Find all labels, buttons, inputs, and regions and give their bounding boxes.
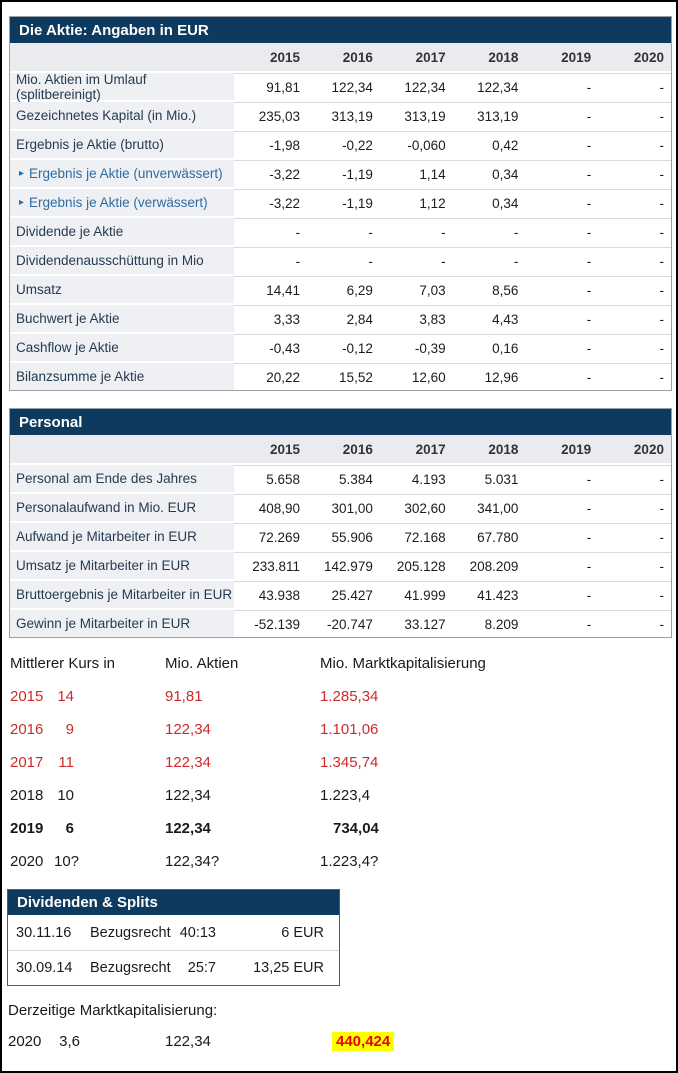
personal-year-header-cell: 2020 bbox=[633, 441, 664, 457]
aktie-value-cell: - bbox=[598, 189, 671, 216]
personal-value-cell: 408,90 bbox=[234, 494, 307, 521]
personal-row-label-text: Umsatz je Mitarbeiter in EUR bbox=[16, 558, 191, 573]
kurs-row-aktien: 122,34? bbox=[165, 853, 220, 870]
aktie-value-cell: - bbox=[598, 160, 671, 187]
personal-value-cell: 25.427 bbox=[307, 581, 380, 608]
aktie-value-cell: - bbox=[525, 189, 598, 216]
aktie-value-cell: -0,060 bbox=[380, 131, 453, 158]
aktie-row-label bbox=[10, 131, 234, 158]
personal-value-cell: - bbox=[525, 494, 598, 521]
dividenden-splits-table bbox=[7, 889, 340, 986]
aktie-value-cell: -3,22 bbox=[234, 160, 307, 187]
personal-year-header-cell: 2015 bbox=[270, 441, 301, 457]
aktie-value-cell: - bbox=[525, 218, 598, 245]
aktie-value-cell: 235,03 bbox=[234, 102, 307, 129]
personal-year-header-cell: 2018 bbox=[488, 441, 519, 457]
personal-year-header-cell: 2017 bbox=[415, 441, 446, 457]
aktie-value-cell: 1,14 bbox=[380, 160, 453, 187]
kurs-rows bbox=[2, 680, 678, 878]
triangle-bullet-icon: ▸ bbox=[19, 168, 25, 179]
aktie-row-label-text: Gezeichnetes Kapital (in Mio.) bbox=[16, 108, 197, 123]
kurs-row-year: 2020 bbox=[10, 853, 44, 870]
aktie-value-cell: - bbox=[525, 160, 598, 187]
aktie-value-cell: - bbox=[598, 131, 671, 158]
kurs-row-year: 2015 bbox=[10, 688, 44, 705]
aktie-value-cell: - bbox=[598, 247, 671, 274]
aktie-table-row bbox=[10, 129, 671, 158]
personal-value-cell: 72.168 bbox=[380, 523, 453, 550]
aktie-value-cell: 122,34 bbox=[453, 73, 526, 100]
kurs-row-aktien: 122,34 bbox=[165, 787, 211, 804]
aktie-year-header-cell: 2018 bbox=[488, 49, 519, 65]
kurs-row-year: 2016 bbox=[10, 721, 44, 738]
dividenden-row bbox=[8, 950, 339, 985]
aktie-table-row bbox=[10, 274, 671, 303]
kurs-row-kurs: 10? bbox=[54, 853, 80, 870]
kurs-header-label: Mittlerer Kurs in bbox=[10, 654, 116, 672]
personal-row-label-text: Gewinn je Mitarbeiter in EUR bbox=[16, 616, 191, 631]
aktie-value-cell: 313,19 bbox=[307, 102, 380, 129]
aktie-value-cell: -0,12 bbox=[307, 334, 380, 361]
personal-table-row bbox=[10, 463, 671, 492]
aktie-row-label-text: Dividendenausschüttung in Mio bbox=[16, 253, 204, 268]
personal-table-row bbox=[10, 492, 671, 521]
kurs-row bbox=[2, 845, 678, 878]
aktie-table-row bbox=[10, 303, 671, 332]
kurs-row bbox=[2, 680, 678, 713]
aktie-value-cell: 0,16 bbox=[453, 334, 526, 361]
kurs-row-kurs: 6 bbox=[65, 820, 74, 837]
aktie-value-cell: 14,41 bbox=[234, 276, 307, 303]
personal-value-cell: 8.209 bbox=[453, 610, 526, 637]
triangle-bullet-icon: ▸ bbox=[19, 197, 25, 208]
aktie-value-cell: - bbox=[525, 363, 598, 390]
aktie-row-label-text: Mio. Aktien im Umlauf (splitbereinigt) bbox=[16, 71, 147, 102]
aktie-value-cell: -0,43 bbox=[234, 334, 307, 361]
personal-value-cell: - bbox=[598, 465, 671, 492]
kurs-section-header bbox=[2, 652, 678, 674]
kurs-section bbox=[2, 652, 678, 878]
dividenden-row-amount: 13,25 EUR bbox=[253, 960, 324, 976]
personal-table-title: Personal bbox=[10, 409, 671, 435]
aktie-value-cell: 0,42 bbox=[453, 131, 526, 158]
personal-value-cell: - bbox=[598, 610, 671, 637]
personal-value-cell: - bbox=[598, 494, 671, 521]
aktie-value-cell: - bbox=[525, 334, 598, 361]
aktie-value-cell: -3,22 bbox=[234, 189, 307, 216]
aktie-value-cell: 122,34 bbox=[307, 73, 380, 100]
aktie-value-cell: 0,34 bbox=[453, 160, 526, 187]
aktie-value-cell: - bbox=[598, 305, 671, 332]
personal-row-label bbox=[10, 494, 234, 521]
aktie-value-cell: - bbox=[598, 363, 671, 390]
aktie-row-label-text: Dividende je Aktie bbox=[16, 224, 124, 239]
personal-value-cell: - bbox=[525, 610, 598, 637]
kurs-row bbox=[2, 746, 678, 779]
aktie-table-row bbox=[10, 100, 671, 129]
personal-value-cell: - bbox=[525, 465, 598, 492]
aktie-value-cell: 3,83 bbox=[380, 305, 453, 332]
personal-row-label bbox=[10, 610, 234, 637]
kurs-row-kurs: 9 bbox=[65, 721, 74, 738]
aktie-year-header-cell: 2019 bbox=[561, 49, 592, 65]
personal-value-cell: 4.193 bbox=[380, 465, 453, 492]
aktie-table-row bbox=[10, 216, 671, 245]
aktie-value-cell: 8,56 bbox=[453, 276, 526, 303]
aktie-row-label-text: Buchwert je Aktie bbox=[16, 311, 120, 326]
aktie-value-cell: 12,60 bbox=[380, 363, 453, 390]
aktie-value-cell: 1,12 bbox=[380, 189, 453, 216]
aktie-value-cell: 6,29 bbox=[307, 276, 380, 303]
aktie-table-row bbox=[10, 187, 671, 216]
aktie-row-label-text: Ergebnis je Aktie (verwässert) bbox=[29, 195, 208, 210]
personal-value-cell: 5.658 bbox=[234, 465, 307, 492]
aktie-row-label-text: Umsatz bbox=[16, 282, 62, 297]
kurs-row-marktkap: 734,04 bbox=[333, 820, 379, 837]
personal-year-header-cell: 2016 bbox=[342, 441, 373, 457]
personal-row-label-text: Aufwand je Mitarbeiter in EUR bbox=[16, 529, 197, 544]
aktie-value-cell: - bbox=[380, 247, 453, 274]
personal-value-cell: 5.384 bbox=[307, 465, 380, 492]
aktie-value-cell: -0,39 bbox=[380, 334, 453, 361]
dividenden-row-type: Bezugsrecht bbox=[90, 960, 171, 976]
highlighted-marktkap-value: 440,424 bbox=[332, 1032, 394, 1051]
aktie-year-header-cell: 2017 bbox=[415, 49, 446, 65]
aktie-value-cell: 91,81 bbox=[234, 73, 307, 100]
aktie-value-cell: 12,96 bbox=[453, 363, 526, 390]
personal-value-cell: - bbox=[598, 581, 671, 608]
dividenden-row-ratio: 25:7 bbox=[187, 960, 216, 976]
kurs-row-aktien: 91,81 bbox=[165, 688, 203, 705]
aktie-row-label bbox=[10, 247, 234, 274]
kurs-row-marktkap: 1.223,4 bbox=[320, 787, 371, 804]
aktie-value-cell: - bbox=[234, 247, 307, 274]
aktie-value-cell: - bbox=[525, 102, 598, 129]
aktie-value-cell: - bbox=[598, 276, 671, 303]
aktie-value-cell: - bbox=[525, 131, 598, 158]
kurs-row-marktkap: 1.223,4? bbox=[320, 853, 379, 870]
aktie-table bbox=[9, 16, 672, 391]
personal-table-row bbox=[10, 521, 671, 550]
personal-row-label-text: Bruttoergebnis je Mitarbeiter in EUR bbox=[16, 587, 233, 602]
personal-value-cell: 233.811 bbox=[234, 552, 307, 579]
aktie-row-label bbox=[10, 276, 234, 303]
dividenden-row-date: 30.11.16 bbox=[16, 924, 72, 941]
personal-value-cell: 301,00 bbox=[307, 494, 380, 521]
current-cap-marktkap-cell bbox=[320, 1032, 678, 1051]
personal-table-body bbox=[10, 463, 671, 637]
aktie-value-cell: 2,84 bbox=[307, 305, 380, 332]
current-cap-kurs: 3,6 bbox=[59, 1033, 80, 1050]
kurs-row-year: 2017 bbox=[10, 754, 44, 771]
aktie-value-cell: - bbox=[307, 247, 380, 274]
dividenden-row-amount: 6 EUR bbox=[281, 924, 324, 941]
aktie-table-row bbox=[10, 71, 671, 100]
kurs-row-aktien: 122,34 bbox=[165, 721, 211, 738]
aktie-table-body bbox=[10, 71, 671, 390]
personal-value-cell: 41.999 bbox=[380, 581, 453, 608]
aktie-table-title: Die Aktie: Angaben in EUR bbox=[10, 17, 671, 43]
aktie-table-row bbox=[10, 158, 671, 187]
aktie-value-cell: 313,19 bbox=[453, 102, 526, 129]
aktie-value-cell: -1,98 bbox=[234, 131, 307, 158]
personal-row-label bbox=[10, 465, 234, 492]
dividenden-row-date: 30.09.14 bbox=[16, 960, 73, 976]
aktie-row-label bbox=[10, 218, 234, 245]
aktie-value-cell: - bbox=[307, 218, 380, 245]
aktie-year-header-cell: 2016 bbox=[342, 49, 373, 65]
personal-value-cell: 302,60 bbox=[380, 494, 453, 521]
aktie-value-cell: - bbox=[525, 305, 598, 332]
personal-year-header-cell: 2019 bbox=[561, 441, 592, 457]
marktkap-header-label: Mio. Marktkapitalisierung bbox=[320, 654, 486, 672]
kurs-row-kurs: 10 bbox=[57, 787, 74, 804]
aktie-value-cell: - bbox=[453, 247, 526, 274]
aktie-year-header-cell: 2015 bbox=[270, 49, 301, 65]
personal-value-cell: 72.269 bbox=[234, 523, 307, 550]
aktie-value-cell: 3,33 bbox=[234, 305, 307, 332]
current-cap-label: Derzeitige Marktkapitalisierung: bbox=[8, 1002, 218, 1019]
aktie-value-cell: - bbox=[380, 218, 453, 245]
aktie-row-label[interactable] bbox=[10, 160, 234, 187]
aktie-value-cell: - bbox=[598, 102, 671, 129]
kurs-row-kurs: 11 bbox=[58, 754, 74, 771]
dividenden-splits-body bbox=[8, 915, 339, 985]
kurs-row bbox=[2, 713, 678, 746]
kurs-row-kurs: 14 bbox=[57, 688, 74, 705]
aktien-header-label: Mio. Aktien bbox=[165, 654, 239, 672]
personal-table-row bbox=[10, 579, 671, 608]
aktie-value-cell: - bbox=[525, 73, 598, 100]
aktie-row-label bbox=[10, 334, 234, 361]
personal-value-cell: 33.127 bbox=[380, 610, 453, 637]
personal-value-cell: - bbox=[525, 523, 598, 550]
personal-value-cell: 67.780 bbox=[453, 523, 526, 550]
aktie-value-cell: 122,34 bbox=[380, 73, 453, 100]
aktie-value-cell: - bbox=[598, 334, 671, 361]
kurs-row-year: 2019 bbox=[10, 820, 44, 837]
aktie-value-cell: 15,52 bbox=[307, 363, 380, 390]
kurs-row bbox=[2, 812, 678, 845]
aktie-value-cell: 7,03 bbox=[380, 276, 453, 303]
personal-row-label-text: Personalaufwand in Mio. EUR bbox=[16, 500, 197, 515]
kurs-row-aktien: 122,34 bbox=[165, 820, 211, 837]
personal-table-row bbox=[10, 550, 671, 579]
personal-value-cell: - bbox=[525, 552, 598, 579]
aktie-value-cell: - bbox=[234, 218, 307, 245]
personal-value-cell: -20.747 bbox=[307, 610, 380, 637]
aktie-row-label[interactable] bbox=[10, 189, 234, 216]
current-cap-year: 2020 bbox=[8, 1033, 42, 1050]
dividenden-row bbox=[8, 915, 339, 950]
aktie-value-cell: -1,19 bbox=[307, 160, 380, 187]
current-cap-row bbox=[2, 1032, 678, 1051]
aktie-row-label bbox=[10, 363, 234, 390]
aktie-row-label-text: Ergebnis je Aktie (brutto) bbox=[16, 137, 164, 152]
kurs-row-marktkap: 1.285,34 bbox=[320, 688, 379, 705]
personal-value-cell: 55.906 bbox=[307, 523, 380, 550]
personal-table-row bbox=[10, 608, 671, 637]
kurs-row bbox=[2, 779, 678, 812]
personal-value-cell: - bbox=[525, 581, 598, 608]
current-cap-aktien: 122,34 bbox=[165, 1033, 211, 1050]
aktie-table-row bbox=[10, 332, 671, 361]
personal-value-cell: 5.031 bbox=[453, 465, 526, 492]
aktie-value-cell: - bbox=[525, 276, 598, 303]
aktie-row-label bbox=[10, 305, 234, 332]
aktie-row-label bbox=[10, 102, 234, 129]
personal-value-cell: 41.423 bbox=[453, 581, 526, 608]
personal-row-label bbox=[10, 552, 234, 579]
aktie-value-cell: -1,19 bbox=[307, 189, 380, 216]
kurs-row-year: 2018 bbox=[10, 787, 44, 804]
aktie-row-label-text: Bilanzsumme je Aktie bbox=[16, 369, 145, 384]
aktie-row-label-text: Ergebnis je Aktie (unverwässert) bbox=[29, 166, 223, 181]
personal-value-cell: - bbox=[598, 552, 671, 579]
aktie-year-header-row bbox=[10, 43, 671, 71]
aktie-table-row bbox=[10, 245, 671, 274]
aktie-value-cell: - bbox=[598, 218, 671, 245]
kurs-row-marktkap: 1.345,74 bbox=[320, 754, 379, 771]
personal-row-label bbox=[10, 581, 234, 608]
personal-value-cell: 142.979 bbox=[307, 552, 380, 579]
aktie-year-header-cell: 2020 bbox=[633, 49, 664, 65]
aktie-table-row bbox=[10, 361, 671, 390]
aktie-value-cell: - bbox=[598, 73, 671, 100]
personal-value-cell: - bbox=[598, 523, 671, 550]
personal-row-label-text: Personal am Ende des Jahres bbox=[16, 471, 197, 486]
personal-row-label bbox=[10, 523, 234, 550]
aktie-value-cell: - bbox=[453, 218, 526, 245]
personal-year-header-row bbox=[10, 435, 671, 463]
personal-value-cell: 205.128 bbox=[380, 552, 453, 579]
aktie-row-label bbox=[10, 73, 234, 100]
personal-value-cell: 43.938 bbox=[234, 581, 307, 608]
personal-value-cell: -52.139 bbox=[234, 610, 307, 637]
dividenden-row-type: Bezugsrecht bbox=[90, 924, 171, 941]
kurs-row-marktkap: 1.101,06 bbox=[320, 721, 379, 738]
aktie-value-cell: 0,34 bbox=[453, 189, 526, 216]
aktie-value-cell: 4,43 bbox=[453, 305, 526, 332]
dividenden-splits-title: Dividenden & Splits bbox=[8, 890, 339, 915]
personal-value-cell: 208.209 bbox=[453, 552, 526, 579]
aktie-value-cell: - bbox=[525, 247, 598, 274]
dividenden-row-ratio: 40:13 bbox=[179, 924, 216, 941]
aktie-value-cell: 313,19 bbox=[380, 102, 453, 129]
aktie-value-cell: 20,22 bbox=[234, 363, 307, 390]
personal-value-cell: 341,00 bbox=[453, 494, 526, 521]
kurs-row-aktien: 122,34 bbox=[165, 754, 211, 771]
aktie-row-label-text: Cashflow je Aktie bbox=[16, 340, 119, 355]
aktie-value-cell: -0,22 bbox=[307, 131, 380, 158]
personal-table bbox=[9, 408, 672, 638]
